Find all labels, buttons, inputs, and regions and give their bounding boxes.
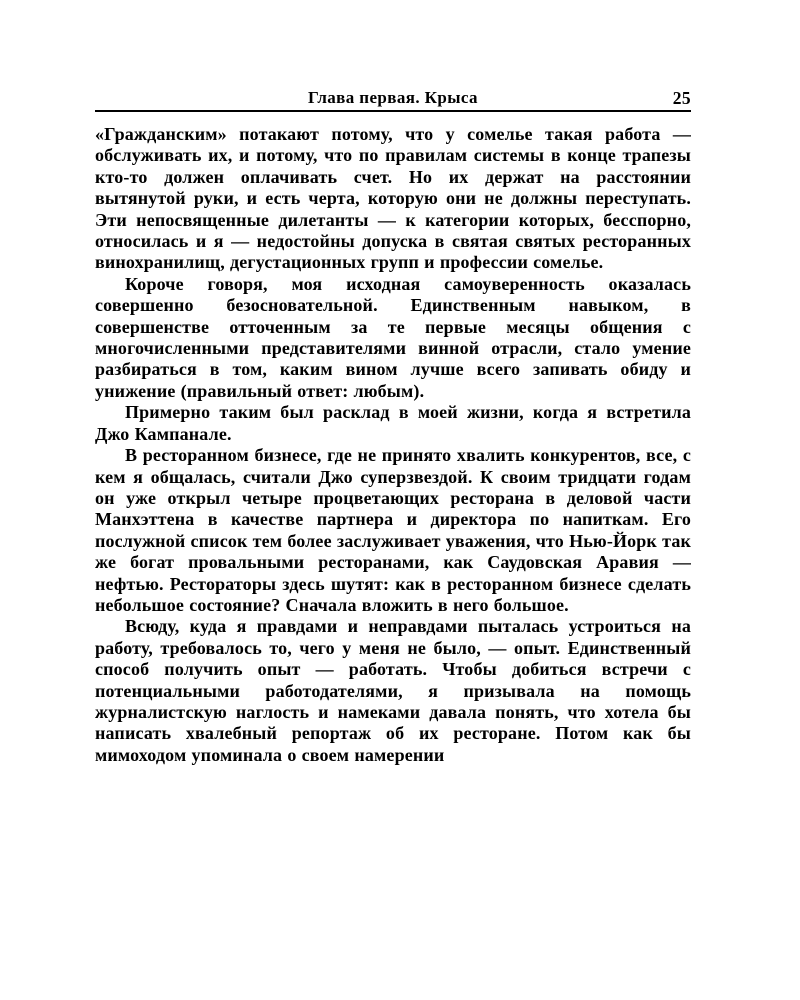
text-column <box>95 88 691 766</box>
running-head <box>95 88 691 108</box>
paragraph: Всюду, куда я правдами и неправдами пыталась устроиться на работу, требовалось то, чего у меня не было, — опыт. Единственный способ получить опыт — работать. Чтобы добиться встречи с потенциальными работодателями, я призывала на помощь журналистскую наглость и намеками давала понять, что хотела бы написать хвалебный репортаж об их ресторане. Потом как бы мимоходом упоминала о своем намерении <box>95 616 691 765</box>
page-number: 25 <box>672 88 691 108</box>
paragraph: «Гражданским» потакают потому, что у сомелье такая работа — обслуживать их, и потому, что по правилам системы в конце трапезы кто-то должен оплачивать счет. Но их держат на расстоянии вытянутой руки, и есть черта, которую они не должны переступать. Эти непосвященные дилетанты — к категории которых, бесспорно, относилась и я — недостойны допуска в святая святых ресторанных винохранилищ, дегустационных групп и профессии сомелье. <box>95 124 691 273</box>
paragraph: В ресторанном бизнесе, где не принято хвалить конкурентов, все, с кем я общалась, считали Джо суперзвездой. К своим тридцати годам он уже открыл четыре процветающих ресторана в деловой части Манхэттена в качестве партнера и директора по напиткам. Его послужной список тем более заслуживает уважения, что Нью-Йорк так же богат провальными ресторанами, как Саудовская Аравия — нефтью. Рестораторы здесь шутят: как в ресторанном бизнесе сделать небольшое состояние? Сначала вложить в него большое. <box>95 445 691 615</box>
paragraph: Примерно таким был расклад в моей жизни, когда я встретила Джо Кампанале. <box>95 402 691 444</box>
body-text <box>95 124 691 766</box>
header-rule <box>95 110 691 112</box>
chapter-title: Глава первая. Крыса <box>308 88 478 107</box>
paragraph: Короче говоря, моя исходная самоуверенность оказалась совершенно безосновательной. Единственным навыком, в совершенстве отточенным за те первые месяцы общения с многочисленными представителями винной отрасли, стало умение разбираться в том, каким вином лучше всего запивать обиду и унижение (правильный ответ: любым). <box>95 273 691 401</box>
